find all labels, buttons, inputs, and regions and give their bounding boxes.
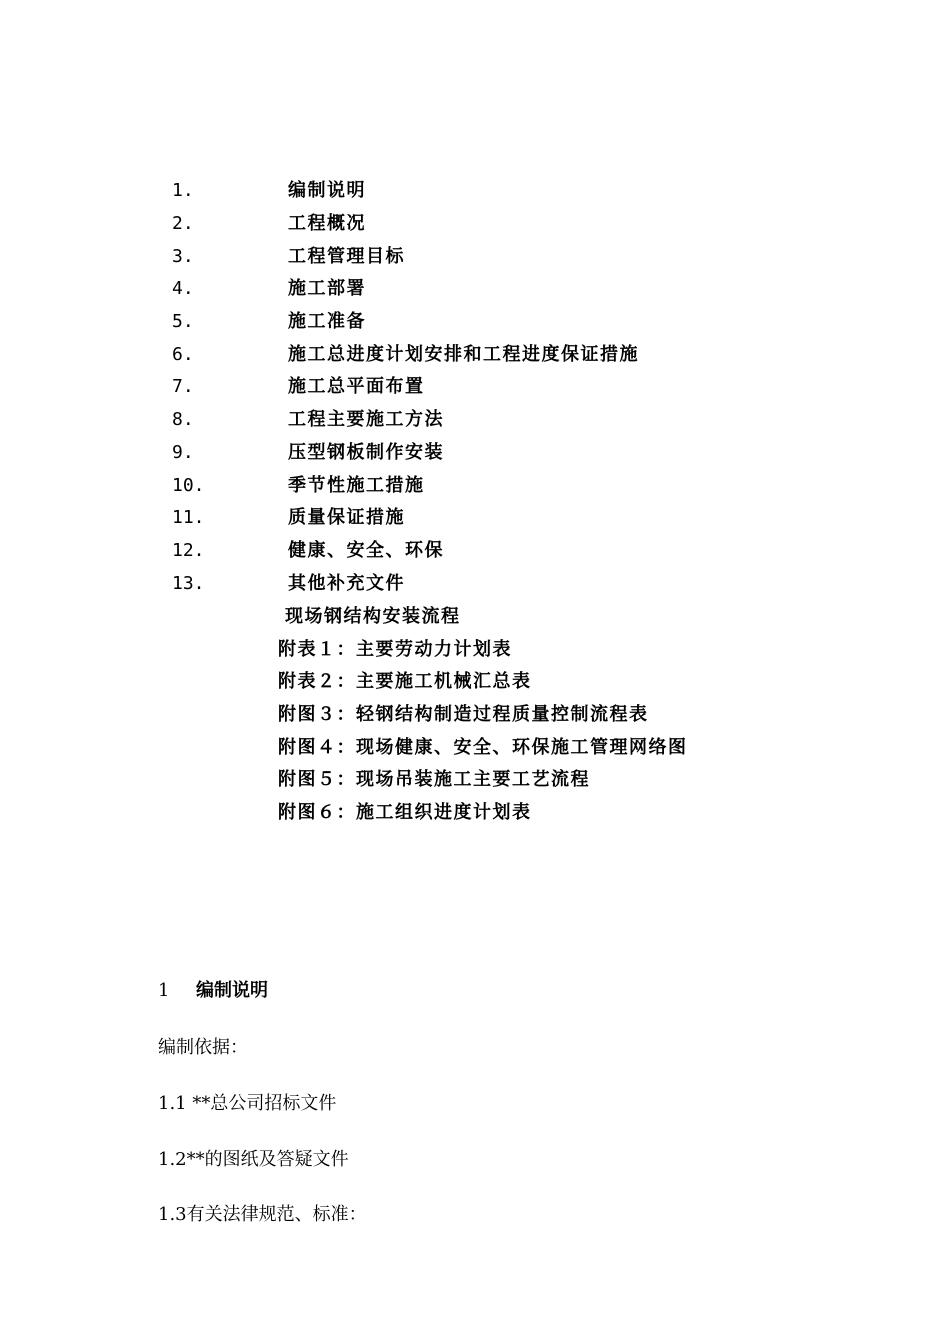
toc-number: 4. — [172, 278, 194, 299]
toc-title: 工程概况 — [288, 213, 366, 234]
appendix-item[interactable]: 附图３：轻钢结构制造过程质量控制流程表 — [278, 704, 649, 725]
basis-label: 编制依据： — [158, 1037, 248, 1058]
toc-title: 工程主要施工方法 — [288, 409, 444, 430]
appendix-item[interactable]: 附图６：施工组织进度计划表 — [278, 802, 532, 823]
basis-item: 1.1 **总公司招标文件 — [158, 1093, 337, 1114]
toc-title: 季节性施工措施 — [288, 475, 425, 496]
toc-number: 9. — [172, 442, 194, 463]
toc-number: 8. — [172, 409, 194, 430]
appendix-item[interactable]: 附表２：主要施工机械汇总表 — [278, 671, 532, 692]
appendix-flow-title[interactable]: 现场钢结构安装流程 — [285, 606, 461, 627]
toc-title: 编制说明 — [288, 180, 366, 201]
toc-title: 其他补充文件 — [288, 573, 405, 594]
toc-number: 10. — [172, 475, 205, 496]
section-number: 1 — [158, 980, 170, 1001]
toc-number: 12. — [172, 540, 205, 561]
section-heading — [158, 976, 268, 1002]
toc-title: 压型钢板制作安装 — [288, 442, 444, 463]
toc-title: 工程管理目标 — [288, 246, 405, 267]
toc-number: 6. — [172, 344, 194, 365]
toc-title: 施工总平面布置 — [288, 376, 425, 397]
basis-item: 1.2**的图纸及答疑文件 — [158, 1149, 349, 1170]
toc-number: 13. — [172, 573, 205, 594]
toc-number: 7. — [172, 376, 194, 397]
appendix-item[interactable]: 附图５：现场吊装施工主要工艺流程 — [278, 769, 590, 790]
section-title: 编制说明 — [196, 980, 268, 1001]
toc-title: 施工部署 — [288, 278, 366, 299]
toc-number: 11. — [172, 507, 205, 528]
toc-number: 3. — [172, 246, 194, 267]
toc-title: 质量保证措施 — [288, 507, 405, 528]
appendix-item[interactable]: 附图４：现场健康、安全、环保施工管理网络图 — [278, 737, 688, 758]
toc-number: 2. — [172, 213, 194, 234]
basis-item: 1.3有关法律规范、标准： — [158, 1204, 367, 1225]
toc-title: 健康、安全、环保 — [288, 540, 444, 561]
appendix-item[interactable]: 附表１：主要劳动力计划表 — [278, 639, 512, 660]
toc-title: 施工总进度计划安排和工程进度保证措施 — [288, 344, 639, 365]
toc-number: 1. — [172, 180, 194, 201]
toc-number: 5. — [172, 311, 194, 332]
toc-title: 施工准备 — [288, 311, 366, 332]
